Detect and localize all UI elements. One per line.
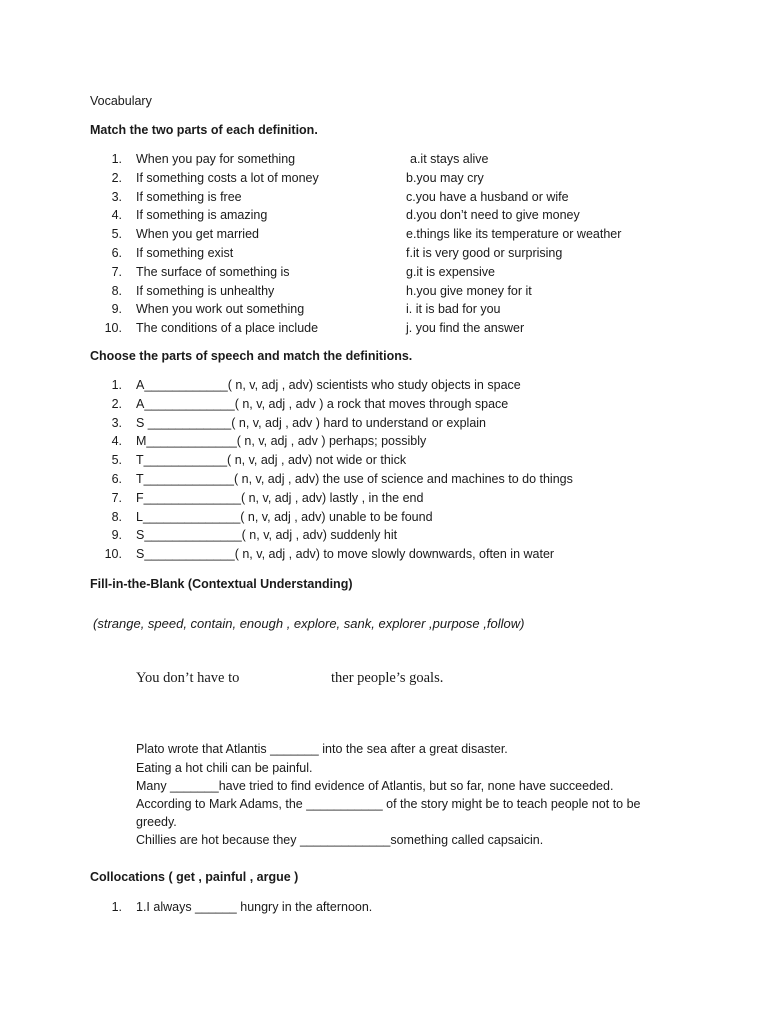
word-definition-item: L______________( n, v, adj , adv) unable to be found <box>136 509 433 524</box>
fill-sentence: Chillies are hot because they _____________something called capsaicin. <box>136 833 544 847</box>
item-number: 2. <box>111 170 122 185</box>
item-number: 8. <box>111 509 122 524</box>
item-number: 5. <box>111 227 122 242</box>
definition-end: d.you don’t need to give money <box>406 208 580 223</box>
item-number: 1. <box>111 152 122 166</box>
item-number: 8. <box>111 283 122 298</box>
word-definition-item: S ____________( n, v, adj , adv ) hard to understand or explain <box>136 415 487 430</box>
definition-end: g.it is expensive <box>406 264 495 279</box>
item-number: 5. <box>111 453 122 468</box>
definition-start: If something exist <box>136 246 234 260</box>
word-definition-item: T____________( n, v, adj , adv) not wide or thick <box>136 453 407 468</box>
doc-title: Vocabulary <box>90 94 152 108</box>
item-number: 3. <box>111 189 122 204</box>
item-number: 6. <box>111 472 122 486</box>
word-definition-item: S______________( n, v, adj , adv) suddenly hit <box>136 528 398 543</box>
item-number: 6. <box>111 246 122 260</box>
item-number: 9. <box>111 528 122 543</box>
definition-start: When you pay for something <box>136 152 296 166</box>
item-number: 9. <box>111 302 122 317</box>
fill-sentence: According to Mark Adams, the ___________ of the story might be to teach people not to be <box>136 797 641 811</box>
section3-heading: Fill-in-the-Blank (Contextual Understanding) <box>90 577 353 591</box>
definition-end: j. you find the answer <box>406 321 525 336</box>
fill-sentence: Plato wrote that Atlantis _______ into the sea after a great disaster. <box>136 742 508 756</box>
definition-end: b.you may cry <box>406 170 484 185</box>
word-definition-item: M_____________( n, v, adj , adv ) perhaps; possibly <box>136 434 427 449</box>
definition-start: If something costs a lot of money <box>136 170 319 185</box>
word-bank: (strange, speed, contain, enough , explore, sank, explorer ,purpose ,follow) <box>93 616 525 631</box>
fill-sentence: Eating a hot chili can be painful. <box>136 761 313 775</box>
item-number: 10. <box>104 547 122 562</box>
section2-heading: Choose the parts of speech and match the definitions. <box>90 349 413 363</box>
word-definition-item: S_____________( n, v, adj , adv) to move slowly downwards, often in water <box>136 547 555 562</box>
definition-end: e.things like its temperature or weather <box>406 227 622 242</box>
item-number: 10. <box>104 321 122 336</box>
definition-end: c.you have a husband or wife <box>406 189 569 204</box>
word-definition-item: A____________( n, v, adj , adv) scientists who study objects in space <box>136 378 521 392</box>
definition-start: If something is unhealthy <box>136 283 275 298</box>
fill-sentence: Many _______have tried to find evidence of Atlantis, but so far, none have succeeded. <box>136 779 614 793</box>
item-number: 1. <box>111 378 122 392</box>
definition-start: When you get married <box>136 227 259 242</box>
section1-heading: Match the two parts of each definition. <box>90 123 318 137</box>
definition-start: When you work out something <box>136 302 305 317</box>
definition-start: The conditions of a place include <box>136 321 319 336</box>
definition-start: If something is free <box>136 189 242 204</box>
definition-start: The surface of something is <box>136 264 290 279</box>
definition-end: a.it stays alive <box>410 152 489 166</box>
item-number: 1. <box>111 900 122 914</box>
word-definition-item: T_____________( n, v, adj , adv) the use of science and machines to do things <box>136 472 573 486</box>
fill-sentence-part1: You don’t have to <box>136 670 240 686</box>
collocation-item: 1.I always ______ hungry in the afternoon. <box>136 900 373 914</box>
item-number: 7. <box>111 264 122 279</box>
word-definition-item: F______________( n, v, adj , adv) lastly , in the end <box>136 490 424 505</box>
item-number: 4. <box>111 434 122 449</box>
item-number: 2. <box>111 396 122 411</box>
fill-sentence: greedy. <box>136 815 177 829</box>
word-definition-item: A_____________( n, v, adj , adv ) a rock that moves through space <box>136 396 509 411</box>
item-number: 7. <box>111 490 122 505</box>
section4-heading: Collocations ( get , painful , argue ) <box>90 870 299 884</box>
definition-start: If something is amazing <box>136 208 268 223</box>
definition-end: h.you give money for it <box>406 283 532 298</box>
definition-end: f.it is very good or surprising <box>406 246 563 260</box>
item-number: 3. <box>111 415 122 430</box>
fill-sentence-part2: ther people’s goals. <box>331 670 444 686</box>
item-number: 4. <box>111 208 122 223</box>
definition-end: i. it is bad for you <box>406 302 501 317</box>
